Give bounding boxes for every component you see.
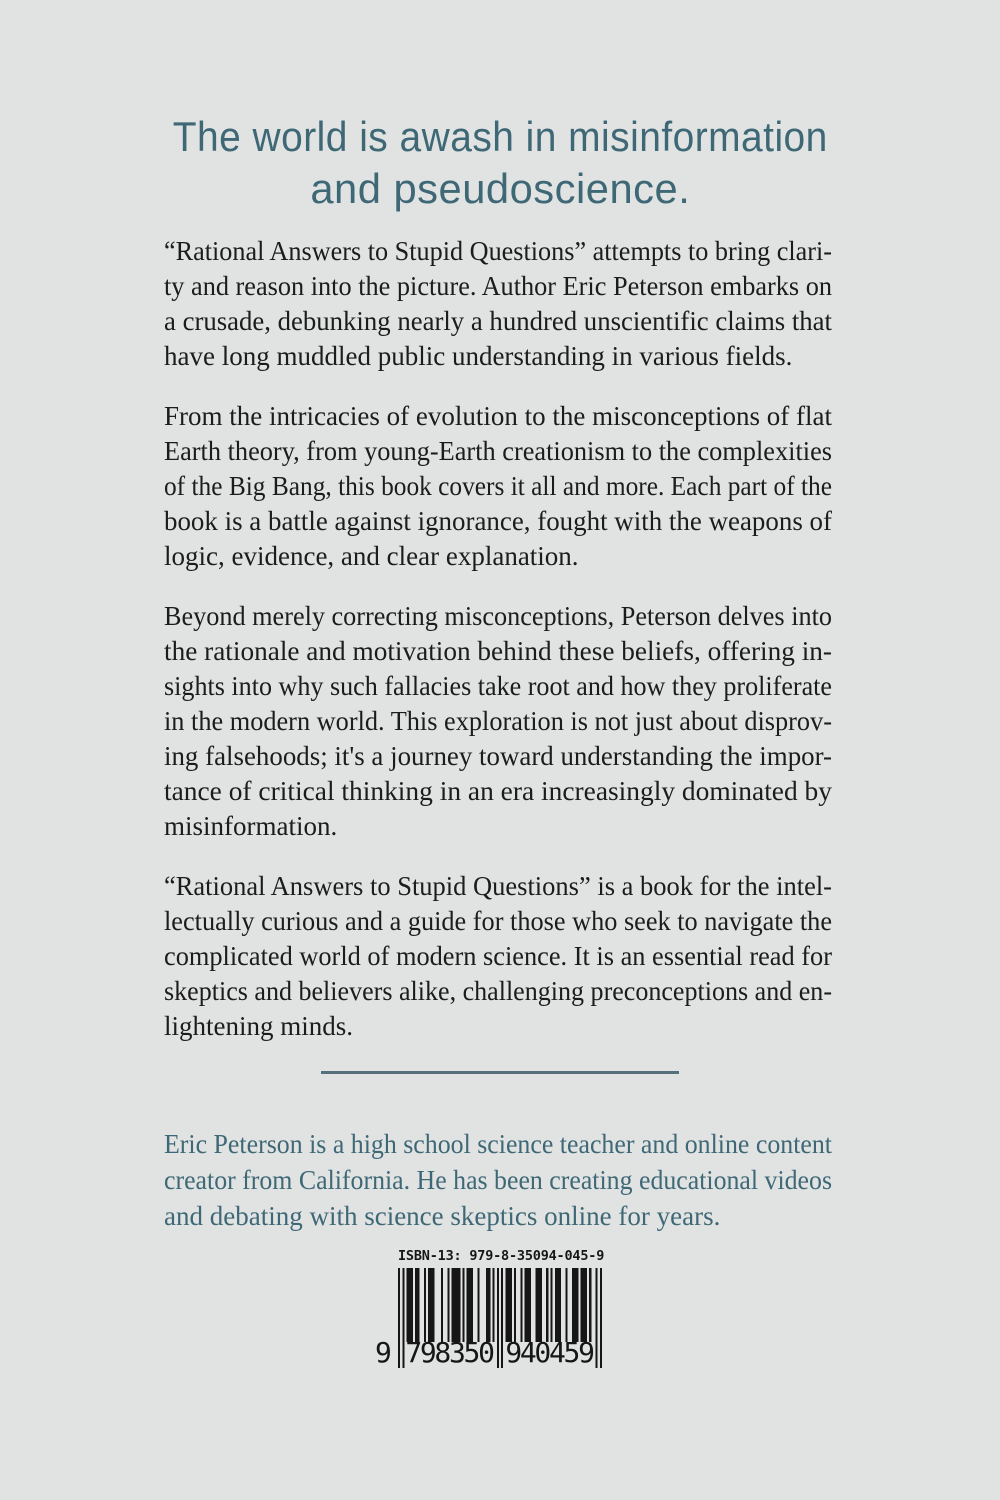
- body-text: sights into why such fallacies take root and how they proliferate: [164, 671, 832, 701]
- body-line: [164, 904, 832, 939]
- bio-line: [164, 1126, 832, 1162]
- body-line: [164, 539, 832, 574]
- body-line: [164, 974, 832, 1009]
- body-line: [164, 634, 832, 669]
- body-text: have long muddled public understanding in various fields.: [164, 341, 793, 371]
- body-line: [164, 304, 832, 339]
- bio-line: [164, 1162, 832, 1198]
- barcode-digits-group2: 940459: [505, 1336, 593, 1369]
- body-paragraph: [164, 869, 832, 1044]
- body-text: tance of critical thinking in an era increasingly dominated by: [164, 776, 833, 806]
- body-line: [164, 704, 832, 739]
- bio-text: Eric Peterson is a high school science teacher and online content: [164, 1129, 832, 1159]
- body-line: [164, 434, 832, 469]
- body-text: ty and reason into the picture. Author Eric Peterson embarks on: [164, 271, 832, 301]
- tagline-text-1: The world is awash in misinformation: [172, 113, 828, 160]
- body-line: [164, 739, 832, 774]
- synopsis: [164, 234, 832, 1069]
- tagline-line-2: [0, 163, 1000, 215]
- body-text: Earth theory, from young-Earth creationism to the complexities: [164, 436, 832, 466]
- body-text: Beyond merely correcting misconceptions, Peterson delves into: [164, 601, 832, 631]
- barcode-block: [375, 1248, 605, 1372]
- body-text: the rationale and motivation behind these beliefs, offering in-: [164, 636, 832, 666]
- barcode-left-digit: 9: [375, 1336, 390, 1369]
- body-text: book is a battle against ignorance, fought with the weapons of: [164, 506, 832, 536]
- author-bio: [164, 1126, 832, 1234]
- body-text: misinformation.: [164, 811, 338, 841]
- body-text: lightening minds.: [164, 1011, 353, 1041]
- body-text: in the modern world. This exploration is not just about disprov-: [164, 706, 832, 736]
- body-line: [164, 774, 832, 809]
- body-text: complicated world of modern science. It is an essential read for: [164, 941, 832, 971]
- body-text: From the intricacies of evolution to the misconceptions of flat: [164, 401, 832, 431]
- body-line: [164, 339, 832, 374]
- body-text: skeptics and believers alike, challenging preconceptions and en-: [164, 976, 832, 1006]
- body-paragraph: [164, 599, 832, 844]
- body-text: “Rational Answers to Stupid Questions” attempts to bring clari-: [164, 236, 832, 266]
- body-line: [164, 269, 832, 304]
- body-line: [164, 669, 832, 704]
- isbn-label: ISBN-13: 979-8-35094-045-9: [398, 1248, 605, 1264]
- body-paragraph: [164, 399, 832, 574]
- tagline: [0, 111, 1000, 215]
- body-line: [164, 1009, 832, 1044]
- body-text: “Rational Answers to Stupid Questions” is a book for the intel-: [164, 871, 832, 901]
- bio-line: [164, 1198, 832, 1234]
- body-line: [164, 234, 832, 269]
- body-line: [164, 504, 832, 539]
- divider-rule: [321, 1071, 679, 1074]
- body-text: ing falsehoods; it's a journey toward understanding the impor-: [164, 741, 832, 771]
- bio-text: creator from California. He has been creating educational videos: [164, 1165, 832, 1195]
- bio-text: and debating with science skeptics online for years.: [164, 1201, 721, 1231]
- body-line: [164, 809, 832, 844]
- barcode-digits-group1: 798350: [405, 1336, 493, 1369]
- tagline-text-2: and pseudoscience.: [310, 165, 690, 212]
- ean13-barcode: [375, 1268, 602, 1372]
- body-text: of the Big Bang, this book covers it all and more. Each part of the: [164, 471, 832, 501]
- body-line: [164, 469, 832, 504]
- body-text: a crusade, debunking nearly a hundred unscientific claims that: [164, 306, 832, 336]
- body-line: [164, 399, 832, 434]
- body-line: [164, 939, 832, 974]
- body-line: [164, 599, 832, 634]
- body-text: lectually curious and a guide for those who seek to navigate the: [164, 906, 832, 936]
- body-paragraph: [164, 234, 832, 374]
- tagline-line-1: [0, 111, 1000, 163]
- body-line: [164, 869, 832, 904]
- body-text: logic, evidence, and clear explanation.: [164, 541, 579, 571]
